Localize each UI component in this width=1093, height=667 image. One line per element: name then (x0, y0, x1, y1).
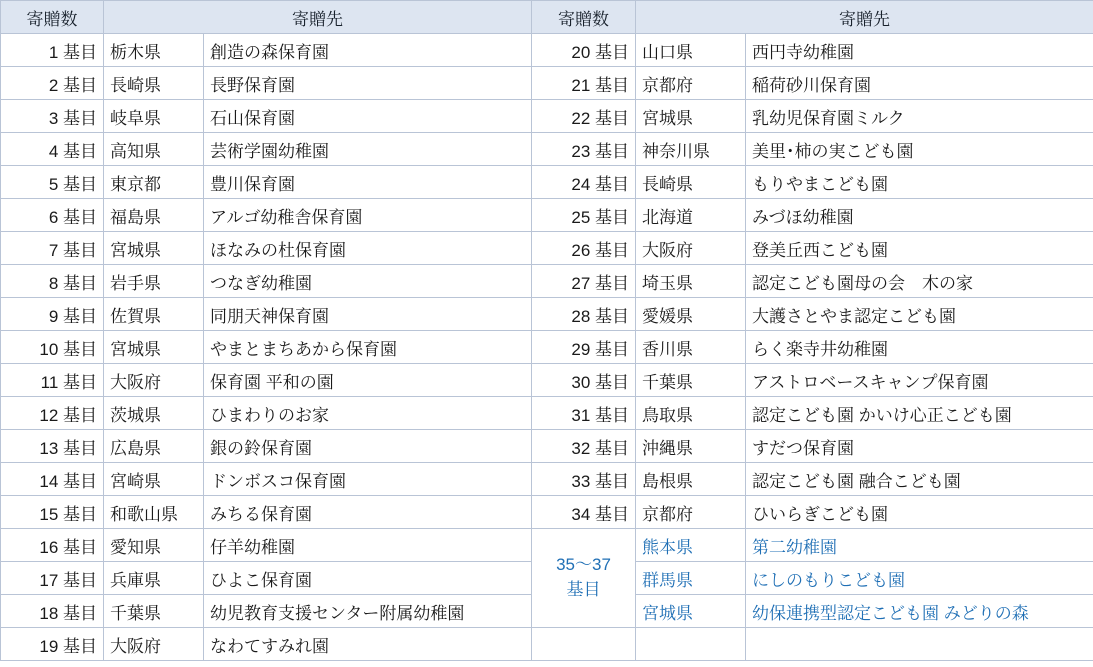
table-row (1, 100, 1093, 133)
row-count: 24 基目 (532, 166, 636, 199)
row-prefecture: 香川県 (636, 331, 746, 364)
row-facility: やまとまちあから保育園 (204, 331, 532, 364)
row-prefecture: 東京都 (104, 166, 204, 199)
row-count: 22 基目 (532, 100, 636, 133)
row-count: 14 基目 (1, 463, 104, 496)
row-facility: 豊川保育園 (204, 166, 532, 199)
row-count: 1 基目 (1, 34, 104, 67)
row-count: 3 基目 (1, 100, 104, 133)
row-count: 11 基目 (1, 364, 104, 397)
row-count: 18 基目 (1, 595, 104, 628)
table-row (1, 364, 1093, 397)
row-count: 23 基目 (532, 133, 636, 166)
row-count: 26 基目 (532, 232, 636, 265)
row-count: 10 基目 (1, 331, 104, 364)
table-row (1, 265, 1093, 298)
row-facility: 幼児教育支援センター附属幼稚園 (204, 595, 532, 628)
row-prefecture: 長崎県 (104, 67, 204, 100)
row-count: 27 基目 (532, 265, 636, 298)
row-prefecture: 岩手県 (104, 265, 204, 298)
row-count: 6 基目 (1, 199, 104, 232)
highlight-prefecture: 宮城県 (636, 595, 746, 628)
row-facility: 大護さとやま認定こども園 (746, 298, 1093, 331)
highlight-prefecture: 群馬県 (636, 562, 746, 595)
row-count: 12 基目 (1, 397, 104, 430)
row-prefecture: 大阪府 (636, 232, 746, 265)
row-facility: 創造の森保育園 (204, 34, 532, 67)
header-target-right: 寄贈先 (636, 1, 1093, 34)
row-count: 19 基目 (1, 628, 104, 661)
row-count: 5 基目 (1, 166, 104, 199)
row-count: 32 基目 (532, 430, 636, 463)
row-prefecture: 和歌山県 (104, 496, 204, 529)
row-prefecture: 茨城県 (104, 397, 204, 430)
table-row (1, 67, 1093, 100)
row-count: 16 基目 (1, 529, 104, 562)
row-facility: 仔羊幼稚園 (204, 529, 532, 562)
row-prefecture: 岐阜県 (104, 100, 204, 133)
row-prefecture: 山口県 (636, 34, 746, 67)
row-prefecture: 宮城県 (636, 100, 746, 133)
table-row (1, 232, 1093, 265)
row-count: 30 基目 (532, 364, 636, 397)
row-count: 9 基目 (1, 298, 104, 331)
row-facility: つなぎ幼稚園 (204, 265, 532, 298)
row-facility: 登美丘西こども園 (746, 232, 1093, 265)
row-facility: 銀の鈴保育園 (204, 430, 532, 463)
table-row (1, 430, 1093, 463)
row-prefecture: 鳥取県 (636, 397, 746, 430)
row-facility: アストロベースキャンプ保育園 (746, 364, 1093, 397)
row-facility: もりやまこども園 (746, 166, 1093, 199)
highlight-range-line2: 基目 (566, 580, 601, 599)
highlight-prefecture: 熊本県 (636, 529, 746, 562)
row-facility: ほなみの杜保育園 (204, 232, 532, 265)
empty-cell (532, 628, 636, 661)
row-facility: 美里･柿の実こども園 (746, 133, 1093, 166)
row-prefecture: 神奈川県 (636, 133, 746, 166)
row-count: 25 基目 (532, 199, 636, 232)
row-facility: 芸術学園幼稚園 (204, 133, 532, 166)
row-prefecture: 島根県 (636, 463, 746, 496)
row-prefecture: 兵庫県 (104, 562, 204, 595)
row-prefecture: 沖縄県 (636, 430, 746, 463)
table-row (1, 529, 1093, 562)
row-prefecture: 栃木県 (104, 34, 204, 67)
table-row (1, 628, 1093, 661)
row-facility: 認定こども園母の会 木の家 (746, 265, 1093, 298)
row-facility: アルゴ幼稚舎保育園 (204, 199, 532, 232)
empty-cell (746, 628, 1093, 661)
row-prefecture: 宮崎県 (104, 463, 204, 496)
row-count: 29 基目 (532, 331, 636, 364)
row-prefecture: 長崎県 (636, 166, 746, 199)
row-facility: 認定こども園 融合こども園 (746, 463, 1093, 496)
row-prefecture: 千葉県 (636, 364, 746, 397)
table-row (1, 331, 1093, 364)
row-count: 33 基目 (532, 463, 636, 496)
row-count: 4 基目 (1, 133, 104, 166)
table-row (1, 34, 1093, 67)
row-facility: 西円寺幼稚園 (746, 34, 1093, 67)
row-prefecture: 北海道 (636, 199, 746, 232)
table-row (1, 496, 1093, 529)
row-count: 21 基目 (532, 67, 636, 100)
row-facility: 認定こども園 かいけ心正こども園 (746, 397, 1093, 430)
row-count: 28 基目 (532, 298, 636, 331)
header-row (1, 1, 1093, 34)
row-facility: ひよこ保育園 (204, 562, 532, 595)
table-row (1, 199, 1093, 232)
table-row (1, 298, 1093, 331)
row-facility: みづほ幼稚園 (746, 199, 1093, 232)
highlight-range-label (532, 529, 636, 628)
highlight-facility: 第二幼稚園 (746, 529, 1093, 562)
row-facility: 稲荷砂川保育園 (746, 67, 1093, 100)
row-facility: なわてすみれ園 (204, 628, 532, 661)
row-prefecture: 京都府 (636, 496, 746, 529)
row-prefecture: 宮城県 (104, 232, 204, 265)
highlight-facility: にしのもりこども園 (746, 562, 1093, 595)
row-count: 15 基目 (1, 496, 104, 529)
row-count: 13 基目 (1, 430, 104, 463)
row-facility: 乳幼児保育園ミルク (746, 100, 1093, 133)
header-target-left: 寄贈先 (104, 1, 532, 34)
row-count: 34 基目 (532, 496, 636, 529)
header-count-left: 寄贈数 (1, 1, 104, 34)
row-facility: 石山保育園 (204, 100, 532, 133)
highlight-facility: 幼保連携型認定こども園 みどりの森 (746, 595, 1093, 628)
row-prefecture: 愛媛県 (636, 298, 746, 331)
highlight-range-line1: 35〜37 (556, 555, 611, 575)
table-row (1, 133, 1093, 166)
row-prefecture: 京都府 (636, 67, 746, 100)
row-facility: みちる保育園 (204, 496, 532, 529)
row-prefecture: 大阪府 (104, 628, 204, 661)
row-count: 8 基目 (1, 265, 104, 298)
empty-cell (636, 628, 746, 661)
row-count: 31 基目 (532, 397, 636, 430)
row-facility: 長野保育園 (204, 67, 532, 100)
row-prefecture: 千葉県 (104, 595, 204, 628)
row-count: 17 基目 (1, 562, 104, 595)
row-prefecture: 広島県 (104, 430, 204, 463)
row-prefecture: 大阪府 (104, 364, 204, 397)
row-prefecture: 佐賀県 (104, 298, 204, 331)
table-header (1, 1, 1093, 34)
row-facility: 保育園 平和の園 (204, 364, 532, 397)
table-row (1, 463, 1093, 496)
row-facility: ひいらぎこども園 (746, 496, 1093, 529)
row-facility: 同朋天神保育園 (204, 298, 532, 331)
row-prefecture: 埼玉県 (636, 265, 746, 298)
row-facility: ひまわりのお家 (204, 397, 532, 430)
row-prefecture: 高知県 (104, 133, 204, 166)
row-count: 2 基目 (1, 67, 104, 100)
row-count: 20 基目 (532, 34, 636, 67)
row-facility: らく楽寺井幼稚園 (746, 331, 1093, 364)
table-row (1, 397, 1093, 430)
table-body (1, 34, 1093, 661)
row-prefecture: 愛知県 (104, 529, 204, 562)
row-prefecture: 福島県 (104, 199, 204, 232)
row-prefecture: 宮城県 (104, 331, 204, 364)
row-facility: ドンボスコ保育園 (204, 463, 532, 496)
header-count-right: 寄贈数 (532, 1, 636, 34)
row-facility: すだつ保育園 (746, 430, 1093, 463)
row-count: 7 基目 (1, 232, 104, 265)
table-row (1, 166, 1093, 199)
